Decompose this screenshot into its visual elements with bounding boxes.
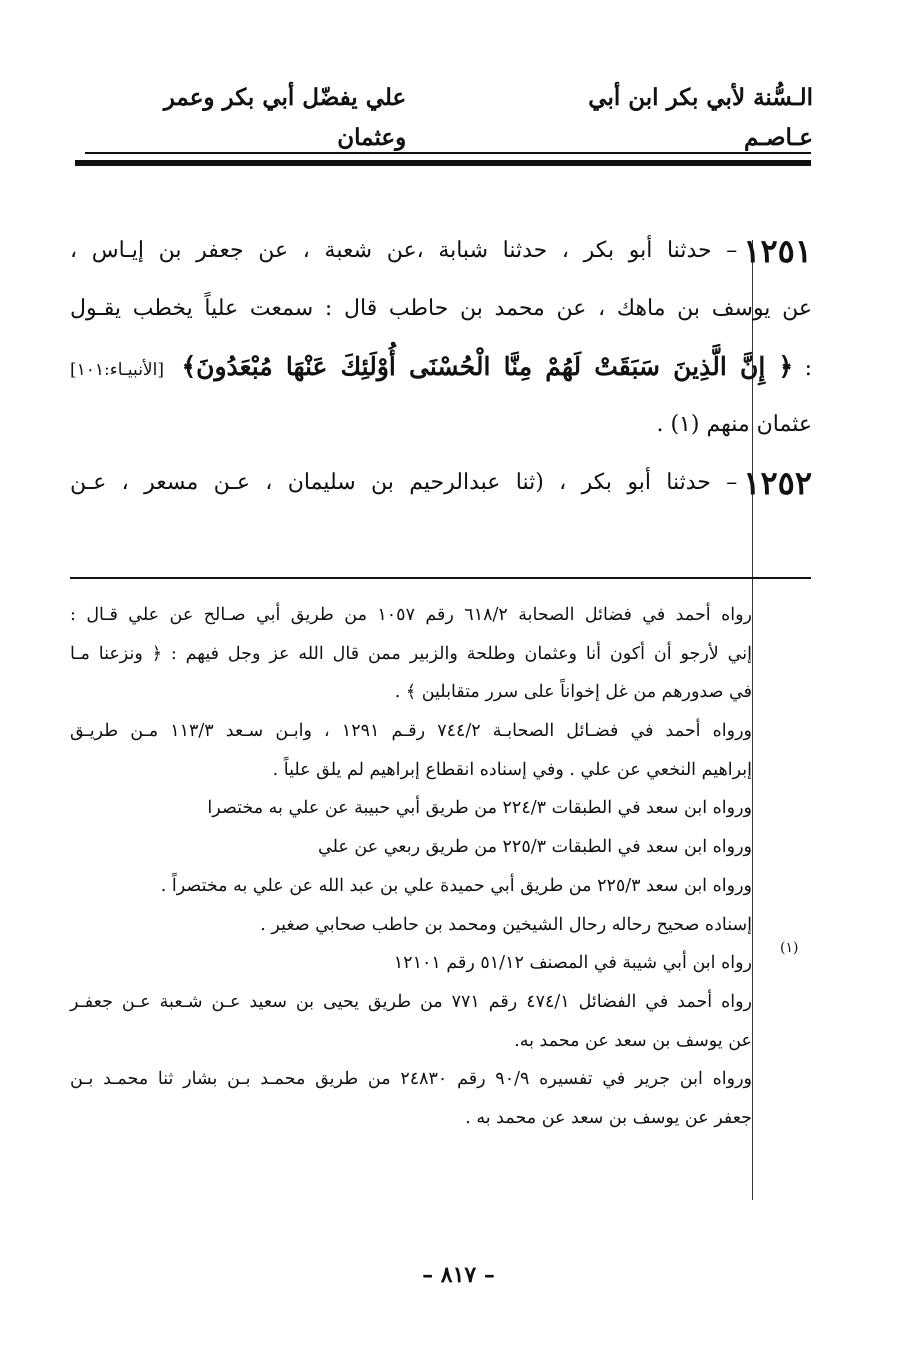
header-book-title: الـسُّنة لأبي بكر ابن أبي عـاصـم: [588, 84, 813, 151]
hadith-text: – حدثنا أبو بكر ، (ثنا عبدالرحيم بن سليمان ، عـن مسعر ، عـن: [70, 470, 738, 495]
hadith-text: عن يوسف بن ماهك ، عن محمد بن حاطب قال : سمعت علياً يخطب يقـول: [70, 296, 812, 321]
ayah-prefix: :: [804, 356, 812, 381]
hadith-text: عثمان منهم (١) .: [656, 412, 812, 437]
running-header: [92, 78, 813, 158]
hadith-number: ١٢٥١: [743, 232, 812, 270]
footnote-rule: [70, 577, 811, 579]
hadith-text: – حدثنا أبو بكر ، حدثنا شبابة ،عن شعبة ، عن جعفر بن إيـاس ،: [70, 238, 738, 263]
footnote-line: جعفر عن يوسف بن سعد عن محمد به .: [465, 1107, 752, 1128]
footnote-line: إسناده صحيح رحاله رحال الشيخين ومحمد بن حاطب صحابي صغير .: [260, 914, 752, 935]
footnote-line: في صدورهم من غل إخواناً على سرر متقابلين ﴾ .: [394, 682, 752, 703]
footnote-line: رواه أحمد في فضائل الصحابة ٦١٨/٢ رقم ١٠٥٧ من طريق أبي صـالح عن علي قـال :: [70, 605, 752, 625]
footnotes: [70, 596, 752, 1138]
footnote-line: عن يوسف بن سعد عن محمد به.: [514, 1030, 752, 1051]
hadith-line: [70, 454, 812, 512]
footnote-line: إبراهيم النخعي عن علي . وفي إسناده انقطاع إبراهيم لم يلق علياً .: [272, 759, 752, 780]
header-rule-thick: [75, 160, 811, 166]
header-rule-thin: [85, 152, 811, 154]
hadith-number: ١٢٥٢: [743, 464, 812, 502]
footnote-line: ورواه ابن جرير في تفسيره ٩٠/٩ رقم ٢٤٨٣٠ من طريق محمـد بـن بشار ثنا محمـد بـن: [70, 1069, 752, 1090]
footnote-marker: (١): [780, 940, 799, 956]
hadith-line: [70, 222, 812, 280]
footnote-line: ورواه ابن سعد ٢٢٥/٣ من طريق أبي حميدة علي بن عبد الله عن علي به مختصراً .: [160, 875, 752, 896]
main-text: [70, 222, 812, 512]
hadith-line: [70, 280, 812, 338]
page-number: – ٨١٧ –: [422, 1262, 495, 1288]
footnote-line: إني لأرجو أن أكون أنا وعثمان وطلحة والزبير ممن قال الله عز وجل فيهم : ﴿ ونزعنا مـا: [70, 643, 752, 664]
hadith-line: [70, 396, 812, 454]
quran-verse: ﴿ إِنَّ الَّذِينَ سَبَقَتْ لَهُمْ مِنَّا الْحُسْنَى أُوْلَئِكَ عَنْهَا مُبْعَدُونَ﴾: [181, 352, 794, 381]
footnote-line: رواه أحمد في الفضائل ٤٧٤/١ رقم ٧٧١ من طريق يحيى بن سعيد عـن شـعبة عـن جعفـر: [70, 991, 753, 1012]
footnote-line: ورواه أحمد في فضـائل الصحابـة ٧٤٤/٢ رقـم ١٢٩١ ، وابـن سـعد ١١٣/٣ مـن طريـق: [70, 721, 753, 742]
footnote-line: رواه ابن أبي شيبة في المصنف ٥١/١٢ رقم ١٢١٠١: [393, 953, 752, 974]
header-chapter-title: علي يفضّل أبي بكر وعمر وعثمان: [163, 84, 407, 151]
ayah-line: [70, 338, 812, 396]
verse-reference: [الأنبيـاء:١٠١]: [70, 360, 164, 380]
footnote-line: ورواه ابن سعد في الطبقات ٢٢٥/٣ من طريق ربعي عن علي: [318, 837, 752, 858]
footnote-line: ورواه ابن سعد في الطبقات ٢٢٤/٣ من طريق أبي حبيبة عن علي به مختصرا: [207, 798, 752, 819]
